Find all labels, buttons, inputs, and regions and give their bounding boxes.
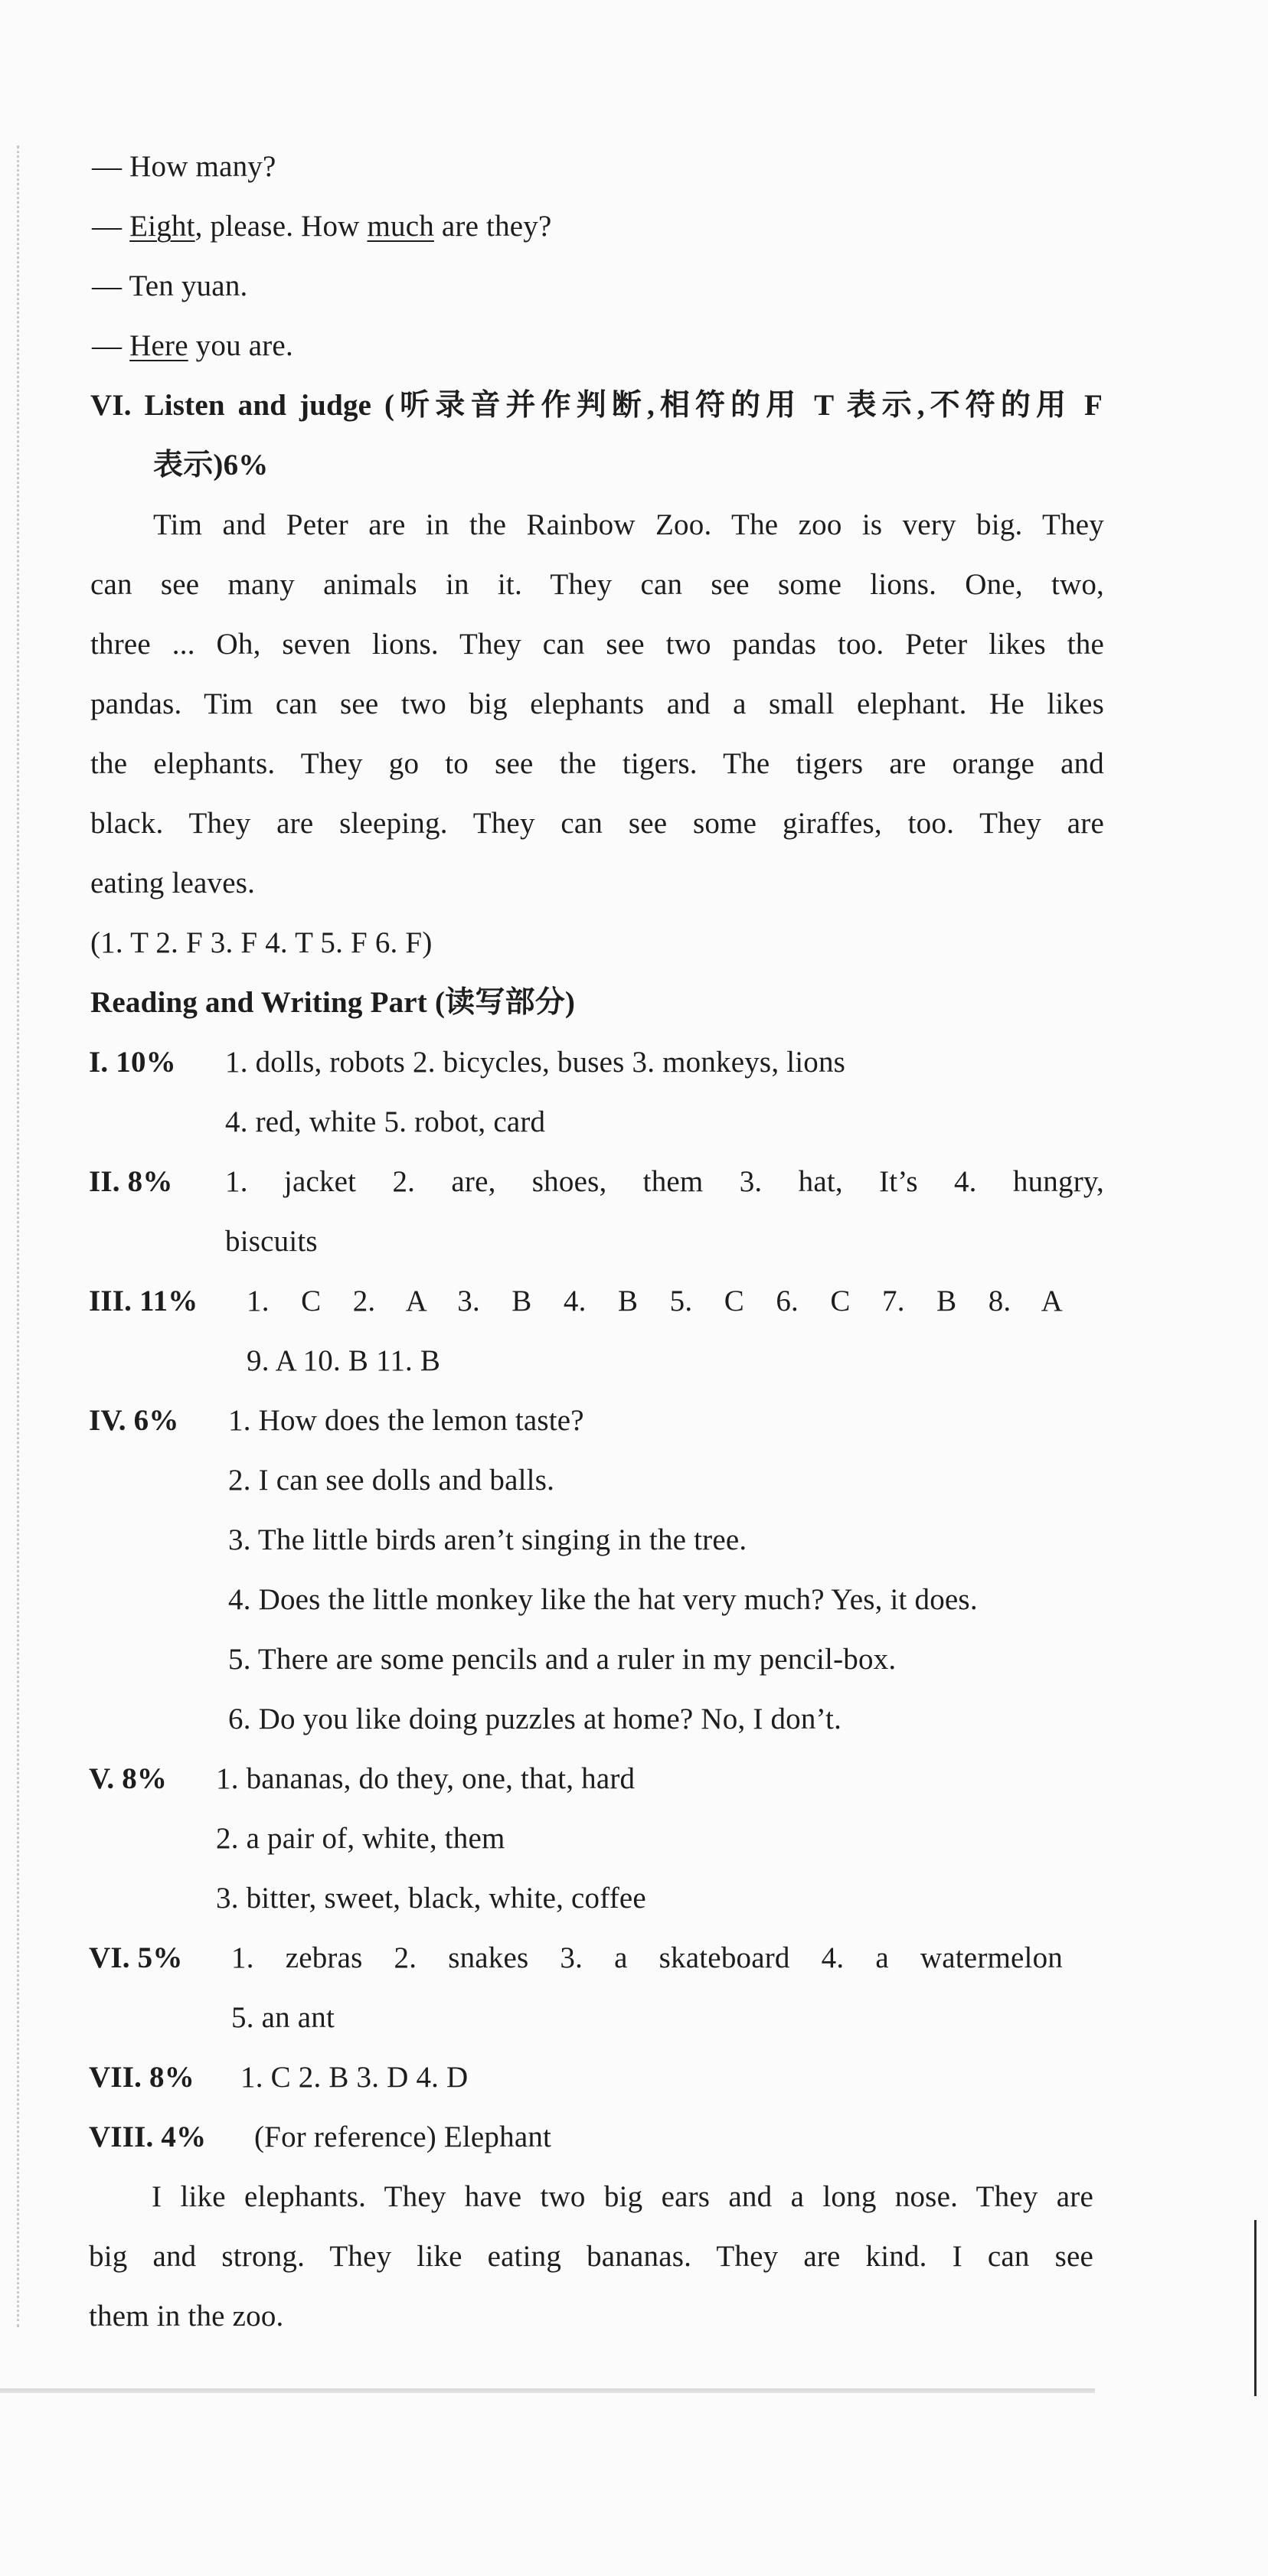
item-iv-answer: 1. How does the lemon taste? — [228, 1404, 584, 1437]
item-ii-label: II. 8% — [89, 1165, 173, 1198]
dialog-line-1: — How many? — [92, 150, 276, 183]
item-iv-answer: 3. The little birds aren’t singing in the tree. — [228, 1523, 747, 1556]
item-i-answers-cont: 4. red, white 5. robot, card — [225, 1105, 546, 1138]
item-iv-answer: 4. Does the little monkey like the hat very much? Yes, it does. — [228, 1583, 978, 1616]
underlined-word-here: Here — [129, 329, 188, 362]
binding-margin-rule — [17, 145, 19, 2327]
item-iv-label: IV. 6% — [89, 1404, 179, 1437]
underlined-word-much: much — [367, 210, 434, 243]
passage-line: three ... Oh, seven lions. They can see two pandas too. Peter likes the — [90, 628, 1104, 661]
dialog-line-4: — Here you are. — [92, 329, 293, 362]
essay-line: big and strong. They like eating bananas. They are kind. I can see — [89, 2240, 1093, 2273]
item-i-answers: 1. dolls, robots 2. bicycles, buses 3. monkeys, lions — [225, 1046, 846, 1079]
item-iv-answer: 6. Do you like doing puzzles at home? No, I don’t. — [228, 1703, 842, 1735]
passage-line: pandas. Tim can see two big elephants and a small elephant. He likes — [90, 687, 1104, 720]
item-v-answer: 1. bananas, do they, one, that, hard — [216, 1762, 636, 1795]
item-iv-answer: 2. I can see dolls and balls. — [228, 1464, 555, 1497]
item-viii-answer: (For reference) Elephant — [254, 2121, 552, 2153]
essay-line: I like elephants. They have two big ears and a long nose. They are — [152, 2180, 1093, 2213]
item-ii-answers-cont: biscuits — [225, 1225, 318, 1258]
item-vi-answers-cont: 5. an ant — [231, 2001, 335, 2034]
passage-line: Tim and Peter are in the Rainbow Zoo. The zoo is very big. They — [153, 508, 1104, 541]
page-bottom-rule — [0, 2388, 1095, 2393]
dialog-line-2: — Eight, please. How much are they? — [92, 210, 552, 243]
underlined-word-eight: Eight — [129, 210, 195, 243]
item-v-label: V. 8% — [89, 1762, 168, 1795]
item-viii-label: VIII. 4% — [89, 2121, 207, 2153]
passage-line: black. They are sleeping. They can see some giraffes, too. They are — [90, 807, 1104, 840]
item-iii-answers-cont: 9. A 10. B 11. B — [247, 1344, 441, 1377]
item-iv-answer: 5. There are some pencils and a ruler in my pencil-box. — [228, 1643, 897, 1676]
dialog-line-3: — Ten yuan. — [92, 269, 248, 302]
section-vi-answers: (1. T 2. F 3. F 4. T 5. F 6. F) — [90, 926, 433, 959]
item-vii-label: VII. 8% — [89, 2061, 194, 2094]
item-vii-answers: 1. C 2. B 3. D 4. D — [240, 2061, 469, 2094]
item-vi-label: VI. 5% — [89, 1941, 183, 1974]
essay-line: them in the zoo. — [89, 2300, 284, 2333]
page-edge-mark — [1254, 2220, 1257, 2396]
passage-line: can see many animals in it. They can see some lions. One, two, — [90, 568, 1104, 601]
item-i-label: I. 10% — [89, 1046, 176, 1079]
passage-line: the elephants. They go to see the tigers. The tigers are orange and — [90, 747, 1104, 780]
section-vi-heading: VI. Listen and judge (听录音并作判断,相符的用 T 表示,不符的用 F — [90, 389, 1103, 422]
section-vi-heading-cont: 表示)6% — [153, 449, 269, 482]
item-v-answer: 3. bitter, sweet, black, white, coffee — [216, 1882, 646, 1915]
item-ii-answers: 1. jacket 2. are, shoes, them 3. hat, It’s 4. hungry, — [225, 1165, 1104, 1198]
item-vi-answers: 1. zebras 2. snakes 3. a skateboard 4. a watermelon — [231, 1941, 1063, 1974]
item-iii-label: III. 11% — [89, 1285, 198, 1317]
reading-writing-title: Reading and Writing Part (读写部分) — [90, 986, 576, 1019]
passage-line: eating leaves. — [90, 867, 256, 899]
item-v-answer: 2. a pair of, white, them — [216, 1822, 505, 1855]
item-iii-answers: 1. C 2. A 3. B 4. B 5. C 6. C 7. B 8. A — [247, 1285, 1063, 1317]
